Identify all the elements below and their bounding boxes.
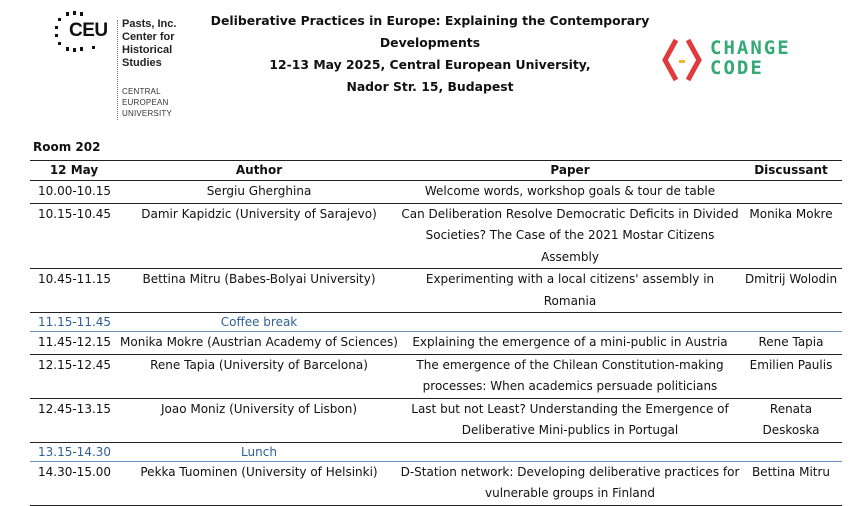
table-row	[30, 398, 842, 442]
time-cell: 13.15-14.30	[30, 442, 118, 461]
break-label: Lunch	[118, 442, 400, 461]
paper-cell	[400, 461, 740, 505]
paper-line: Assembly	[541, 249, 599, 264]
change-word: CHANGE	[710, 37, 791, 59]
brackets-icon	[660, 36, 704, 84]
title-line: Nador Str. 15, Budapest	[346, 79, 514, 94]
change-code-logo	[660, 36, 840, 86]
title-line: 12-13 May 2025, Central European University,	[269, 57, 591, 72]
break-row	[30, 313, 842, 332]
discussant-line: Rene Tapia	[758, 335, 824, 349]
break-row	[30, 442, 842, 461]
ceu-logo	[52, 6, 182, 122]
discussant-cell	[740, 181, 842, 204]
empty-cell	[400, 313, 740, 332]
break-label: Coffee break	[118, 313, 400, 332]
institute-line: Center for	[122, 31, 175, 43]
header-author: Author	[118, 161, 400, 181]
discussant-cell	[740, 203, 842, 269]
institute-line: Pasts, Inc.	[122, 18, 177, 30]
paper-line: Welcome words, workshop goals & tour de table	[424, 184, 716, 198]
paper-line: Societies? The Case of the 2021 Mostar Citizens	[425, 228, 715, 242]
author-cell: Bettina Mitru (Babes-Bolyai University)	[118, 269, 400, 313]
paper-line: vulnerable groups in Finland	[484, 486, 655, 500]
table-row	[30, 181, 842, 204]
header-date: 12 May	[30, 161, 118, 181]
discussant-line: Monika Mokre	[749, 206, 833, 221]
university-line: UNIVERSITY	[122, 109, 173, 118]
table-row	[30, 354, 842, 398]
author-cell: Rene Tapia (University of Barcelona)	[118, 354, 400, 398]
paper-cell	[400, 269, 740, 313]
institute-line: Studies	[122, 57, 162, 69]
table-row	[30, 332, 842, 355]
title-line: Deliberative Practices in Europe: Explaining the Contemporary	[210, 13, 650, 28]
paper-line: The emergence of the Chilean Constitution-making	[416, 357, 724, 372]
paper-line: Can Deliberation Resolve Democratic Deficits in Divided	[401, 206, 739, 221]
discussant-line: Deskoska	[762, 423, 820, 437]
empty-cell	[740, 313, 842, 332]
table-row	[30, 203, 842, 269]
time-cell: 11.15-11.45	[30, 313, 118, 332]
time-cell: 12.45-13.15	[30, 398, 118, 442]
institute-line: Historical	[122, 44, 173, 56]
university-line: CENTRAL	[122, 87, 161, 96]
title-line: Developments	[379, 35, 481, 50]
table-row	[30, 461, 842, 505]
header-paper: Paper	[400, 161, 740, 181]
paper-cell	[400, 332, 740, 355]
author-cell: Joao Moniz (University of Lisbon)	[118, 398, 400, 442]
paper-line: Last but not Least? Understanding the Emergence of	[411, 401, 729, 416]
author-cell: Pekka Tuominen (University of Helsinki)	[118, 461, 400, 505]
discussant-line: Bettina Mitru	[751, 464, 831, 479]
table-header-row	[30, 161, 842, 181]
discussant-cell	[740, 332, 842, 355]
paper-cell	[400, 203, 740, 269]
header-discussant: Discussant	[740, 161, 842, 181]
time-cell: 10.45-11.15	[30, 269, 118, 313]
empty-cell	[400, 442, 740, 461]
time-cell: 14.30-15.00	[30, 461, 118, 505]
time-cell: 10.15-10.45	[30, 203, 118, 269]
paper-line: Explaining the emergence of a mini-public in Austria	[412, 335, 728, 349]
event-title	[190, 10, 670, 98]
author-cell: Monika Mokre (Austrian Academy of Sciences)	[118, 332, 400, 355]
discussant-line: Emilien Paulis	[749, 357, 833, 372]
university-line: EUROPEAN	[122, 98, 169, 107]
ceu-divider	[117, 20, 118, 120]
paper-line: D-Station network: Developing deliberative practices for	[400, 464, 740, 479]
code-word: CODE	[710, 57, 764, 79]
paper-line: processes: When academics persuade politicians	[422, 379, 718, 393]
paper-line: Experimenting with a local citizens' assembly in Romania	[425, 272, 715, 308]
author-cell: Damir Kapidzic (University of Sarajevo)	[118, 203, 400, 269]
agenda-table	[30, 160, 842, 506]
discussant-cell	[740, 461, 842, 505]
discussant-cell	[740, 269, 842, 313]
empty-cell	[740, 442, 842, 461]
paper-cell	[400, 354, 740, 398]
discussant-cell	[740, 398, 842, 442]
paper-line: Deliberative Mini-publics in Portugal	[461, 423, 679, 437]
time-cell: 11.45-12.15	[30, 332, 118, 355]
table-row	[30, 269, 842, 313]
ceu-university	[122, 86, 192, 119]
ceu-institute	[122, 18, 192, 70]
discussant-line: Renata	[769, 401, 813, 416]
time-cell: 10.00-10.15	[30, 181, 118, 204]
room-label: Room 202	[33, 140, 101, 154]
paper-cell	[400, 398, 740, 442]
paper-cell	[400, 181, 740, 204]
discussant-cell	[740, 354, 842, 398]
discussant-line: Dmitrij Wolodin	[744, 272, 838, 286]
author-cell: Sergiu Gherghina	[118, 181, 400, 204]
ceu-abbr: CEU	[69, 20, 108, 41]
time-cell: 12.15-12.45	[30, 354, 118, 398]
